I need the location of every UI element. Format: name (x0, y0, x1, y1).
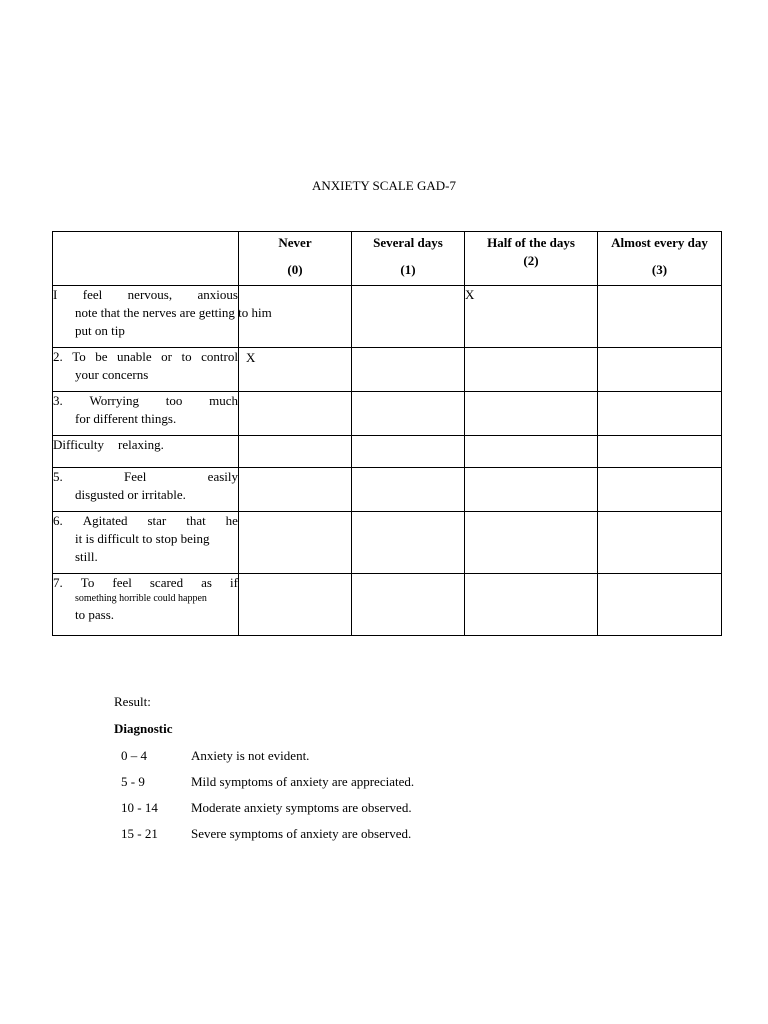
answer-cell[interactable] (239, 436, 352, 468)
question-first-line (53, 512, 238, 530)
question-word: nervous, (127, 287, 173, 302)
question-word: To (80, 575, 95, 590)
question-word: Agitated (82, 513, 128, 528)
question-first-line (53, 436, 238, 454)
table-row (53, 512, 722, 574)
header-label: Several days (373, 235, 443, 250)
header-score: (1) (400, 262, 416, 277)
question-cell (53, 392, 239, 436)
header-half-days (465, 232, 598, 286)
header-almost-every-day (598, 232, 722, 286)
question-cell (53, 286, 272, 348)
question-word: or (161, 349, 173, 364)
answer-cell[interactable] (465, 348, 598, 392)
diagnostic-range: 15 - 21 (121, 826, 158, 841)
question-word: 7. (53, 575, 63, 590)
question-word: be (95, 349, 108, 364)
question-column-header (53, 232, 239, 286)
question-word: control (201, 349, 238, 364)
answer-cell[interactable] (465, 512, 598, 574)
question-word: 5. (53, 469, 63, 484)
diagnostic-row (121, 748, 521, 764)
answer-cell[interactable] (598, 468, 722, 512)
answer-cell[interactable] (352, 436, 465, 468)
question-first-line (53, 392, 238, 410)
diagnostic-range: 10 - 14 (121, 800, 158, 815)
diagnostic-description: Anxiety is not evident. (191, 748, 310, 763)
diagnostic-row (121, 800, 521, 816)
answer-cell[interactable] (239, 392, 352, 436)
question-cell (53, 574, 239, 636)
answer-cell[interactable] (465, 574, 598, 636)
answer-cell[interactable] (465, 392, 598, 436)
question-word: easily (207, 469, 238, 484)
answer-cell[interactable] (352, 348, 465, 392)
question-word: anxious (197, 287, 238, 302)
question-line: for different things. (75, 411, 177, 426)
question-word: to (181, 349, 192, 364)
diagnostic-description: Moderate anxiety symptoms are observed. (191, 800, 412, 815)
question-word: Feel (124, 469, 147, 484)
diagnostic-title: Diagnostic (114, 721, 173, 736)
diagnostic-row (121, 826, 521, 842)
diagnostic-range: 0 – 4 (121, 748, 147, 763)
answer-cell[interactable] (598, 286, 722, 348)
question-cell (53, 348, 239, 392)
answer-cell[interactable] (352, 574, 465, 636)
header-label: Never (278, 235, 312, 250)
table-row (53, 468, 722, 512)
answer-cell[interactable] (239, 468, 352, 512)
question-cell (53, 468, 239, 512)
question-line: your concerns (75, 367, 149, 382)
question-word: 6. (53, 513, 63, 528)
question-line: it is difficult to stop being (75, 531, 210, 546)
page-title: ANXIETY SCALE GAD-7 (312, 178, 456, 193)
answer-cell[interactable] (598, 348, 722, 392)
question-word: Difficulty (53, 437, 105, 452)
question-cell (53, 436, 239, 468)
header-score: (2) (523, 253, 539, 268)
question-first-line (53, 468, 238, 486)
header-several-days (352, 232, 465, 286)
question-word: star (147, 513, 167, 528)
table-row (53, 436, 722, 468)
question-line: to pass. (75, 607, 114, 622)
answer-cell[interactable] (352, 468, 465, 512)
table-row (53, 574, 722, 636)
answer-cell[interactable] (465, 468, 598, 512)
question-line: still. (75, 549, 98, 564)
table-header-row (53, 232, 722, 286)
answer-cell[interactable] (352, 392, 465, 436)
question-word: much (209, 393, 238, 408)
table-row (53, 392, 722, 436)
answer-cell[interactable] (352, 286, 465, 348)
header-score: (3) (651, 262, 668, 277)
question-word: feel (82, 287, 103, 302)
result-label: Result: (114, 694, 151, 709)
table-row (53, 348, 722, 392)
question-word: Worrying (89, 393, 139, 408)
header-label: Half of the days (487, 235, 575, 250)
diagnostic-row (121, 774, 521, 790)
diagnostic-range: 5 - 9 (121, 774, 145, 789)
question-word: scared (149, 575, 184, 590)
answer-cell[interactable] (598, 392, 722, 436)
header-never (239, 232, 352, 286)
answer-cell[interactable] (465, 436, 598, 468)
question-word: unable (117, 349, 152, 364)
question-line: note that the nerves are getting to him (75, 305, 272, 320)
question-first-line (53, 574, 238, 592)
answer-mark: X (465, 287, 475, 302)
question-word: if (229, 575, 238, 590)
diagnostic-description: Severe symptoms of anxiety are observed. (191, 826, 412, 841)
question-word: feel (112, 575, 132, 590)
answer-cell[interactable] (465, 286, 598, 348)
header-label: Almost every day (611, 235, 708, 250)
question-first-line (53, 348, 238, 366)
answer-cell[interactable] (352, 512, 465, 574)
question-word: To (72, 349, 86, 364)
question-word: that (186, 513, 206, 528)
answer-mark: X (246, 350, 256, 365)
question-word: as (201, 575, 212, 590)
question-word: relaxing. (118, 437, 164, 452)
gad7-table (52, 231, 722, 636)
question-word: I (53, 287, 58, 302)
diagnostic-description: Mild symptoms of anxiety are appreciated. (191, 774, 415, 789)
question-word: 3. (53, 393, 63, 408)
question-line: put on tip (75, 323, 125, 338)
answer-cell[interactable] (598, 512, 722, 574)
table-row (53, 286, 722, 348)
question-word: 2. (53, 349, 63, 364)
header-score: (0) (287, 262, 303, 277)
answer-cell[interactable] (598, 574, 722, 636)
answer-cell[interactable] (239, 574, 352, 636)
question-cell (53, 512, 239, 574)
answer-cell[interactable] (239, 512, 352, 574)
question-first-line (53, 286, 238, 304)
question-line: disgusted or irritable. (75, 487, 186, 502)
answer-cell[interactable] (239, 348, 352, 392)
question-word: he (225, 513, 238, 528)
question-small-line: something horrible could happen (75, 593, 207, 604)
question-word: too (165, 393, 183, 408)
answer-cell[interactable] (598, 436, 722, 468)
